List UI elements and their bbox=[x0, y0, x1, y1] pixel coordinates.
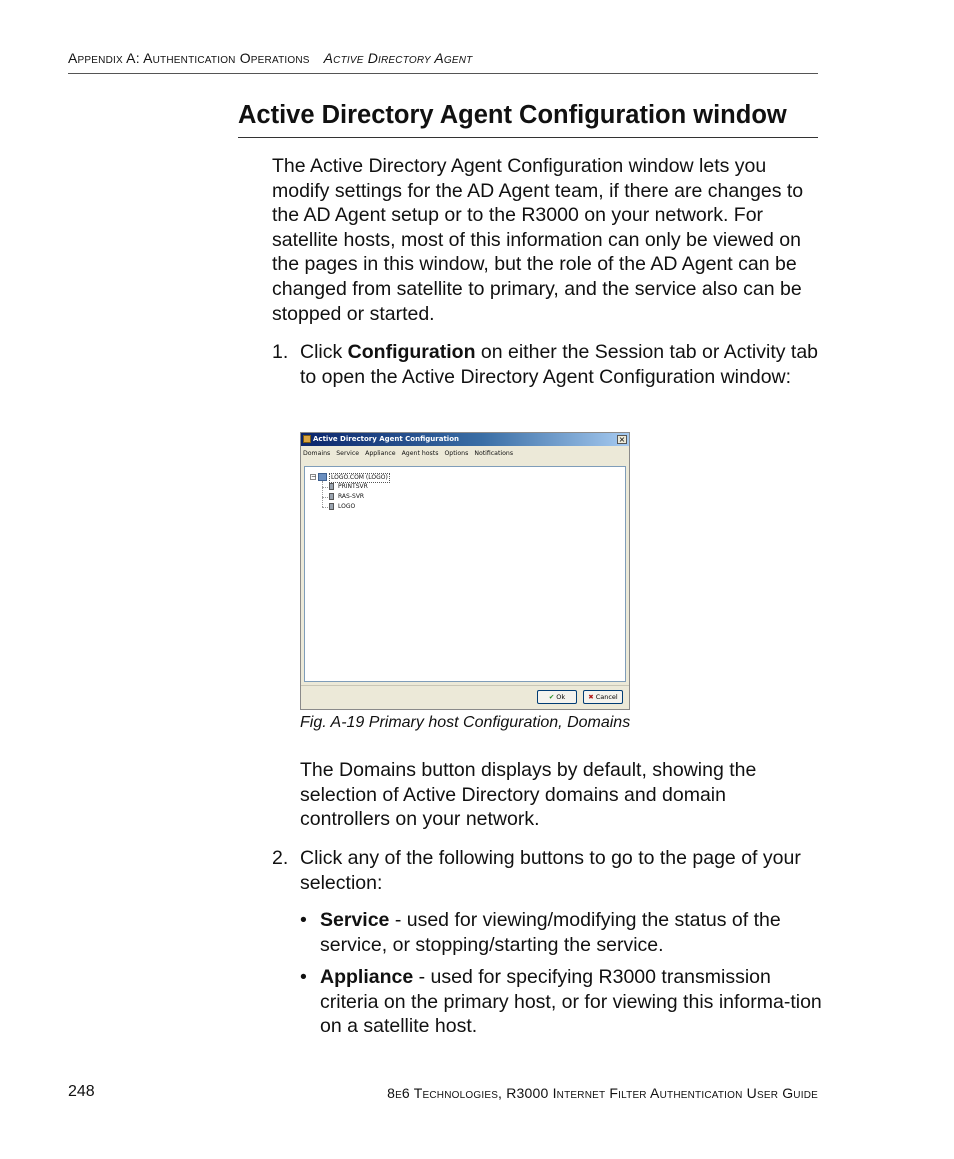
intro-paragraph: The Active Directory Agent Configuration window lets you modify settings for the AD Agent team, if there are changes to the AD Agent setup or to the R3000 on your network. For satellite hosts, most of this information can only be viewed on the pages in this window, but the role of the AD Agent can be changed from satellite to primary, and the service also can be stopped or started. bbox=[272, 155, 804, 325]
window-menubar bbox=[303, 448, 519, 459]
server-icon bbox=[329, 503, 334, 510]
title-rule bbox=[238, 137, 818, 138]
bullet-dot: • bbox=[300, 966, 307, 988]
step-1 bbox=[272, 340, 820, 389]
tree-child: PRINTSVR bbox=[338, 483, 368, 490]
step-2-text: Click any of the following buttons to go to the page of your selection: bbox=[300, 847, 801, 894]
menu-agent-hosts: Agent hosts bbox=[401, 450, 439, 457]
running-header bbox=[68, 50, 472, 66]
bullet-service: • Service - used for viewing/modifying the status of the service, or stopping/starting the service. bbox=[300, 909, 781, 956]
window-title: Active Directory Agent Configuration bbox=[313, 435, 459, 443]
domains-paragraph: The Domains button displays by default, showing the selection of Active Directory domains and domain controllers on your network. bbox=[300, 759, 757, 831]
window-titlebar bbox=[301, 433, 629, 446]
tree-domain: LOGO.COM (LOGO) bbox=[331, 474, 388, 481]
bullet-dot: • bbox=[300, 909, 307, 931]
window-button-bar bbox=[301, 685, 629, 710]
close-icon: × bbox=[618, 435, 626, 444]
footer-title: 8e6 Technologies, R3000 Internet Filter Authentication User Guide bbox=[387, 1085, 818, 1101]
header-chapter: Appendix A: Authentication Operations bbox=[68, 50, 310, 66]
header-rule bbox=[68, 73, 818, 74]
step-1-number: 1. bbox=[272, 341, 289, 363]
app-icon bbox=[303, 435, 311, 443]
tree-connector bbox=[322, 481, 323, 507]
page-number: 248 bbox=[68, 1083, 95, 1100]
tree-connector bbox=[322, 497, 328, 498]
menu-notifications: Notifications bbox=[474, 450, 514, 457]
tree-connector bbox=[322, 487, 328, 488]
cancel-x-icon: ✖ bbox=[588, 693, 594, 701]
figure-caption: Fig. A-19 Primary host Configuration, Domains bbox=[300, 714, 631, 731]
step-1-text: Click Configuration on either the Session tab or Activity tab to open the Active Directory Agent Configuration window: bbox=[300, 341, 819, 388]
menu-service: Service bbox=[336, 450, 360, 457]
menu-domains: Domains bbox=[303, 450, 331, 457]
tree-child: RAS-SVR bbox=[338, 493, 365, 500]
server-icon bbox=[329, 483, 334, 490]
bullet-appliance: • Appliance - used for specifying R3000 transmission criteria on the primary host, or for viewing this informa-tion on a satellite host. bbox=[300, 966, 822, 1038]
service-term: Service bbox=[320, 909, 390, 931]
ad-agent-config-window-screenshot bbox=[300, 432, 630, 710]
ok-button: ✔ Ok bbox=[537, 690, 577, 704]
section-title: Active Directory Agent Configuration window bbox=[238, 101, 787, 129]
header-section: Active Directory Agent bbox=[323, 50, 473, 66]
collapse-icon: − bbox=[311, 473, 317, 480]
domain-tree bbox=[304, 466, 626, 682]
tree-child: LOGO bbox=[338, 503, 356, 510]
tree-connector bbox=[322, 507, 328, 508]
menu-appliance: Appliance bbox=[365, 450, 396, 457]
step-2-number: 2. bbox=[272, 847, 289, 869]
configuration-term: Configuration bbox=[347, 341, 476, 363]
appliance-term: Appliance bbox=[320, 966, 414, 988]
step-2 bbox=[272, 846, 820, 895]
menu-options: Options bbox=[444, 450, 469, 457]
cancel-button: ✖ Cancel bbox=[583, 690, 623, 704]
server-icon bbox=[329, 493, 334, 500]
check-icon: ✔ bbox=[548, 693, 555, 701]
domain-icon bbox=[318, 473, 327, 481]
